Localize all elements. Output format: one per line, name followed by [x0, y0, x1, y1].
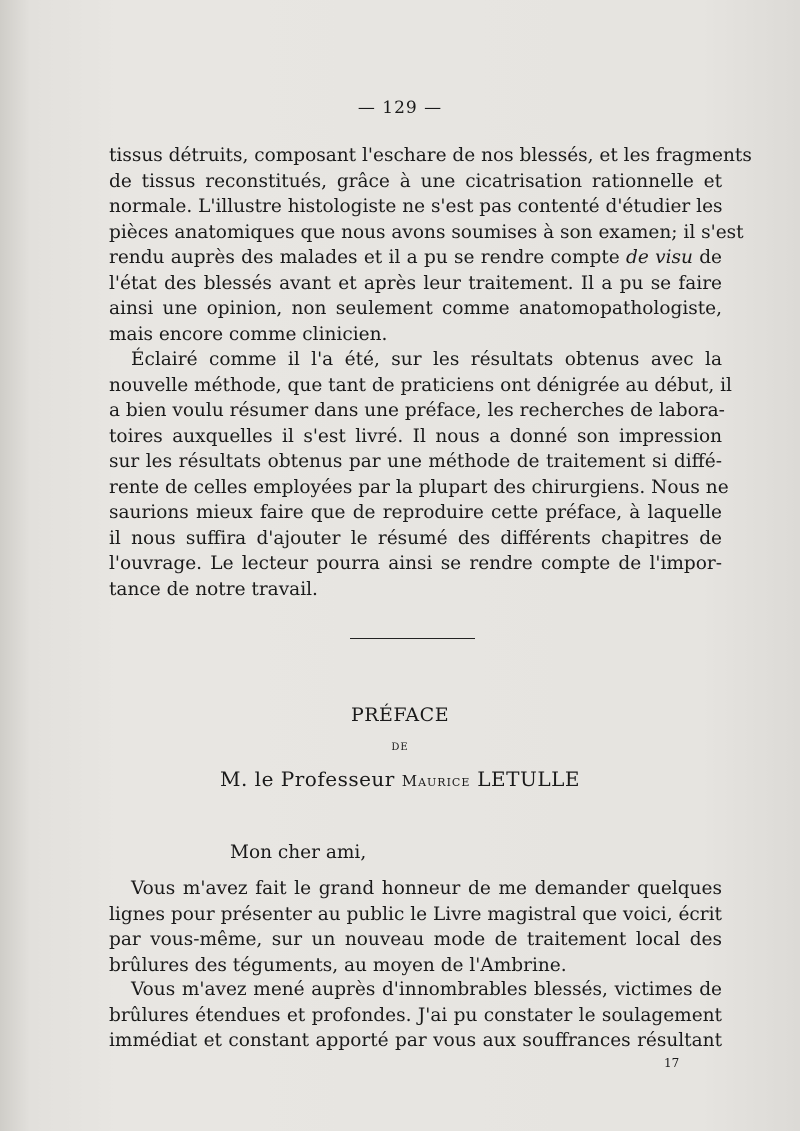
paragraph-3 — [109, 876, 722, 978]
text-line: tance de notre travail. — [109, 578, 318, 600]
author-first-name: Maurice — [401, 772, 471, 790]
text-line: Vous m'avez fait le grand honneur de me demander quelques — [131, 878, 722, 899]
text-segment: de — [692, 247, 723, 268]
paragraph-2 — [109, 347, 732, 602]
text-line: mais encore comme clinicien. — [109, 323, 388, 345]
author-prefix: M. le Professeur — [219, 767, 402, 791]
text-line: brûlures des téguments, au moyen de l'Ambrine. — [109, 954, 567, 976]
text-line: pièces anatomiques que nous avons soumises à son examen; il s'est — [109, 221, 744, 243]
text-line: de tissus reconstitués, grâce à une cicatrisation rationnelle et — [109, 170, 722, 192]
text-line: nouvelle méthode, que tant de praticiens ont dénigrée au début, il — [109, 374, 732, 396]
text-line: Vous m'avez mené auprès d'innombrables blessés, victimes de — [131, 979, 722, 1000]
text-line: toires auxquelles il s'est livré. Il nous a donné son impression — [109, 425, 722, 447]
text-line: par vous-même, sur un nouveau mode de traitement local des — [109, 929, 722, 950]
paragraph-4 — [109, 977, 722, 1054]
text-line-with-italic — [109, 245, 722, 271]
preface-byline-de: DE — [391, 742, 409, 753]
text-line: l'ouvrage. Le lecteur pourra ainsi se rendre compte de l'impor- — [109, 553, 722, 574]
paragraph-1 — [109, 143, 752, 347]
author-last-name: LETULLE — [470, 767, 580, 791]
text-line: sur les résultats obtenus par une méthode de traitement si diffé- — [109, 451, 722, 472]
salutation: Mon cher ami, — [230, 842, 367, 863]
page-number: — 129 — — [357, 98, 443, 118]
text-line: il nous suffira d'ajouter le résumé des différents chapitres de — [109, 527, 722, 549]
text-line: l'état des blessés avant et après leur traitement. Il a pu se faire — [109, 272, 722, 294]
text-line: a bien voulu résumer dans une préface, les recherches de labora- — [109, 400, 725, 421]
text-line: lignes pour présenter au public le Livre magistral que voici, écrit — [109, 903, 722, 925]
preface-author — [0, 767, 800, 791]
text-line: ainsi une opinion, non seulement comme anatomopathologiste, — [109, 298, 722, 319]
signature-mark: 17 — [664, 1056, 680, 1070]
text-line: saurions mieux faire que de reproduire cette préface, à laquelle — [109, 502, 722, 523]
text-segment: rendu auprès des malades et il a pu se rendre compte — [109, 247, 627, 268]
section-divider — [350, 638, 475, 639]
text-line: Éclairé comme il l'a été, sur les résultats obtenus avec la — [131, 349, 722, 370]
text-line: immédiat et constant apporté par vous aux souffrances résultant — [109, 1030, 722, 1051]
preface-title: PRÉFACE — [350, 704, 450, 726]
text-line: normale. L'illustre histologiste ne s'est pas contenté d'étudier les — [109, 196, 723, 217]
text-line: brûlures étendues et profondes. J'ai pu constater le soulagement — [109, 1004, 722, 1026]
text-line: rente de celles employées par la plupart des chirurgiens. Nous ne — [109, 476, 729, 498]
italic-phrase: de visu — [626, 247, 693, 268]
text-line: tissus détruits, composant l'eschare de nos blessés, et les fragments — [109, 145, 752, 166]
